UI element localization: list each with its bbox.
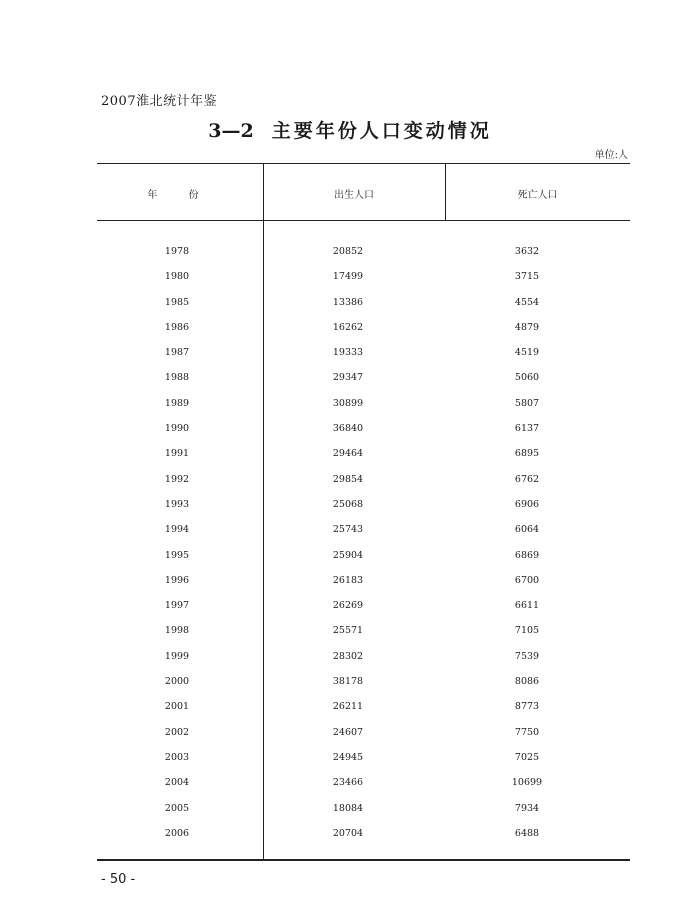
cell-year: 1986 — [164, 321, 190, 333]
table-row — [97, 569, 630, 594]
cell-year: 1989 — [164, 397, 190, 409]
table-row — [97, 619, 630, 644]
cell-year: 1991 — [164, 448, 190, 460]
cell-births: 36840 — [332, 423, 364, 435]
table-row — [97, 417, 630, 442]
cell-year: 1992 — [164, 473, 190, 485]
cell-births: 25904 — [332, 549, 364, 561]
table-row — [97, 291, 630, 316]
cell-births: 24607 — [332, 726, 364, 738]
cell-births: 29464 — [332, 448, 364, 460]
cell-births: 16262 — [332, 321, 364, 333]
page-number: - 50 - — [101, 872, 136, 887]
cell-births: 25068 — [332, 498, 364, 510]
cell-births: 30899 — [332, 397, 364, 409]
table-row — [97, 771, 630, 796]
table-title-text: 主要年份人口变动情况 — [271, 120, 492, 142]
cell-births: 25571 — [332, 625, 364, 637]
cell-year: 1996 — [164, 574, 190, 586]
cell-births: 19333 — [332, 347, 364, 359]
cell-year: 1994 — [164, 524, 190, 536]
cell-year: 1999 — [164, 650, 190, 662]
table-row — [97, 316, 630, 341]
cell-births: 17499 — [332, 271, 364, 283]
cell-births: 29347 — [332, 372, 364, 384]
cell-year: 2002 — [164, 726, 190, 738]
cell-year: 1980 — [164, 271, 190, 283]
cell-deaths: 6064 — [514, 524, 540, 536]
table-bottom-rule — [97, 859, 630, 861]
cell-births: 20852 — [332, 246, 364, 257]
table-row — [97, 366, 630, 391]
cell-deaths: 4879 — [514, 321, 540, 333]
cell-year: 2001 — [164, 701, 190, 713]
header-bottom-rule — [97, 220, 630, 221]
cell-births: 23466 — [332, 777, 364, 789]
cell-deaths: 7934 — [514, 802, 540, 814]
cell-deaths: 6611 — [514, 600, 540, 612]
cell-year: 1988 — [164, 372, 190, 384]
cell-births: 26211 — [332, 701, 364, 713]
cell-deaths: 8773 — [514, 701, 540, 713]
cell-deaths: 6869 — [514, 549, 540, 561]
cell-year: 2003 — [164, 751, 190, 763]
cell-deaths: 5807 — [514, 397, 540, 409]
table-row — [97, 746, 630, 771]
cell-births: 13386 — [332, 296, 364, 308]
column-header-births: 出生人口 — [334, 190, 374, 201]
cell-year: 1990 — [164, 423, 190, 435]
cell-deaths: 6700 — [514, 574, 540, 586]
cell-deaths: 6895 — [514, 448, 540, 460]
cell-deaths: 4519 — [514, 347, 540, 359]
cell-deaths: 6906 — [514, 498, 540, 510]
cell-births: 29854 — [332, 473, 364, 485]
table-row — [97, 645, 630, 670]
table-number: 3—2 — [208, 120, 254, 142]
table-row — [97, 594, 630, 619]
cell-births: 25743 — [332, 524, 364, 536]
cell-deaths: 8086 — [514, 676, 540, 688]
cell-year: 1993 — [164, 498, 190, 510]
cell-births: 38178 — [332, 676, 364, 688]
cell-year: 1987 — [164, 347, 190, 359]
table-row — [97, 822, 630, 847]
cell-year: 2000 — [164, 676, 190, 688]
table-top-rule — [97, 163, 630, 164]
cell-deaths: 6762 — [514, 473, 540, 485]
table-row — [97, 518, 630, 543]
cell-deaths: 7105 — [514, 625, 540, 637]
cell-year: 1998 — [164, 625, 190, 637]
cell-births: 20704 — [332, 827, 364, 839]
cell-births: 18084 — [332, 802, 364, 814]
cell-year: 2005 — [164, 802, 190, 814]
cell-deaths: 4554 — [514, 296, 540, 308]
table-row — [97, 493, 630, 518]
cell-deaths: 3632 — [514, 246, 540, 257]
cell-year: 2006 — [164, 827, 190, 839]
cell-deaths: 7750 — [514, 726, 540, 738]
table-row — [97, 240, 630, 265]
cell-year: 1978 — [164, 246, 190, 257]
cell-deaths: 7025 — [514, 751, 540, 763]
column-header-deaths: 死亡人口 — [517, 190, 558, 201]
table-row — [97, 797, 630, 822]
cell-deaths: 6137 — [514, 423, 540, 435]
table-row — [97, 544, 630, 569]
table-row — [97, 695, 630, 720]
cell-year: 1985 — [164, 296, 190, 308]
table-row — [97, 265, 630, 290]
table-row — [97, 468, 630, 493]
cell-year: 1997 — [164, 600, 190, 612]
cell-births: 26183 — [332, 574, 364, 586]
cell-deaths: 7539 — [514, 650, 540, 662]
column-header-year: 年 份 — [147, 190, 213, 201]
unit-label: 单位:人 — [594, 150, 628, 161]
cell-year: 1995 — [164, 549, 190, 561]
cell-deaths: 10699 — [511, 777, 543, 789]
cell-deaths: 3715 — [514, 271, 540, 283]
table-row — [97, 341, 630, 366]
cell-births: 26269 — [332, 600, 364, 612]
cell-births: 28302 — [332, 650, 364, 662]
table-row — [97, 442, 630, 467]
table-row — [97, 721, 630, 746]
table-body — [97, 240, 630, 847]
cell-deaths: 6488 — [514, 827, 540, 839]
table-row — [97, 392, 630, 417]
table-title — [0, 116, 700, 143]
running-head: 2007淮北统计年鉴 — [101, 94, 218, 109]
cell-year: 2004 — [164, 777, 190, 789]
cell-deaths: 5060 — [514, 372, 540, 384]
cell-births: 24945 — [332, 751, 364, 763]
table-row — [97, 670, 630, 695]
